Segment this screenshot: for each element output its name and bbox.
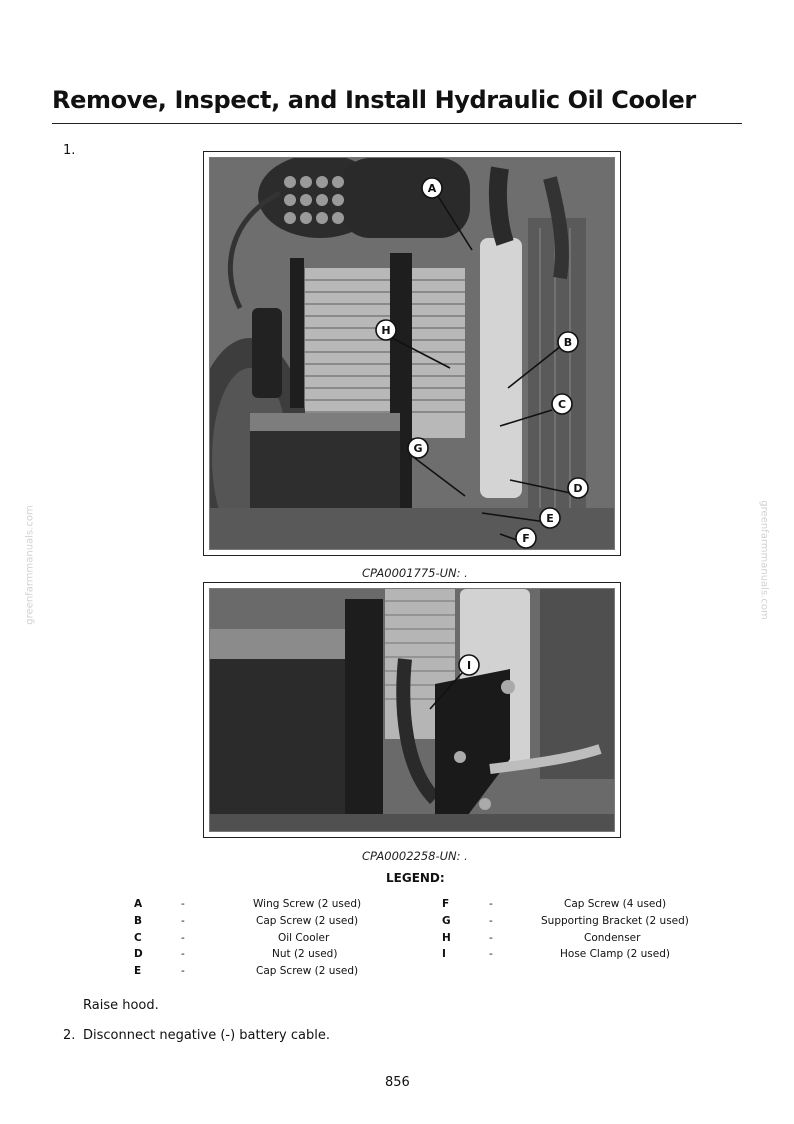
watermark-right: greenfarmmanuals.com (758, 500, 770, 620)
svg-text:D: D (573, 482, 583, 495)
svg-text:C: C (557, 398, 567, 411)
figure-oil-cooler-photo (203, 151, 621, 556)
callout-i (459, 655, 479, 675)
legend-key: H (442, 931, 451, 944)
legend-description: Hose Clamp (2 used) (560, 948, 670, 961)
callout-c (552, 394, 572, 414)
legend-key: E (134, 965, 142, 978)
callout-g (408, 438, 428, 458)
figure-2-illustration (210, 589, 614, 831)
legend-description: Cap Screw (4 used) (564, 898, 667, 910)
figure-hose-clamp-photo (203, 582, 621, 838)
legend-description: Supporting Bracket (2 used) (541, 914, 689, 927)
legend-separator: - (489, 948, 493, 961)
legend-separator: - (181, 948, 185, 961)
figure-1-caption: CPA0001775-UN: . (362, 566, 468, 580)
legend-separator: - (181, 965, 185, 978)
legend-row (0, 898, 794, 915)
legend-row (0, 965, 794, 982)
page-number: 856 (385, 1075, 410, 1090)
step-1-number: 1. (63, 143, 76, 158)
legend-key: G (442, 914, 451, 927)
watermark-left: greenfarmmanuals.com (24, 505, 36, 625)
legend-description: Nut (2 used) (272, 948, 338, 961)
legend-row (0, 948, 794, 965)
legend-row (0, 915, 794, 932)
legend-separator: - (181, 931, 185, 944)
page-title: Remove, Inspect, and Install Hydraulic Oil Cooler (52, 86, 696, 114)
legend-separator: - (489, 898, 493, 910)
legend-key: A (134, 898, 143, 910)
legend-title: LEGEND: (386, 871, 445, 885)
legend-separator: - (489, 914, 493, 927)
legend-key: F (442, 898, 450, 910)
step-2-number: 2. (63, 1028, 76, 1043)
svg-text:A: A (427, 182, 437, 195)
svg-text:E: E (546, 512, 554, 525)
legend-key: B (134, 914, 143, 927)
legend-description: Condenser (584, 931, 641, 944)
callout-e (540, 508, 560, 528)
legend-description: Cap Screw (2 used) (256, 914, 359, 927)
callout-b (558, 332, 578, 352)
legend-separator: - (181, 914, 185, 927)
callout-a (422, 178, 442, 198)
svg-text:I: I (466, 659, 472, 672)
legend-key: D (134, 948, 143, 961)
title-divider (52, 123, 742, 124)
legend-description: Cap Screw (2 used) (256, 965, 359, 978)
figure-1-illustration (210, 158, 614, 549)
legend-description: Wing Screw (2 used) (253, 898, 362, 910)
step-1-text: Raise hood. (83, 998, 159, 1013)
svg-text:F: F (522, 532, 530, 545)
legend-right-column (0, 898, 794, 965)
callout-h (376, 320, 396, 340)
legend-separator: - (181, 898, 185, 910)
step-2-text: Disconnect negative (-) battery cable. (83, 1028, 330, 1043)
svg-text:B: B (563, 336, 573, 349)
legend-key: C (134, 931, 142, 944)
callout-d (568, 478, 588, 498)
legend-key: I (442, 948, 446, 961)
legend-description: Oil Cooler (278, 931, 330, 944)
figure-2-caption: CPA0002258-UN: . (362, 849, 468, 863)
svg-text:H: H (381, 324, 391, 337)
legend-separator: - (489, 931, 493, 944)
callout-f (516, 528, 536, 548)
svg-text:G: G (413, 442, 423, 455)
legend-row (0, 932, 794, 949)
